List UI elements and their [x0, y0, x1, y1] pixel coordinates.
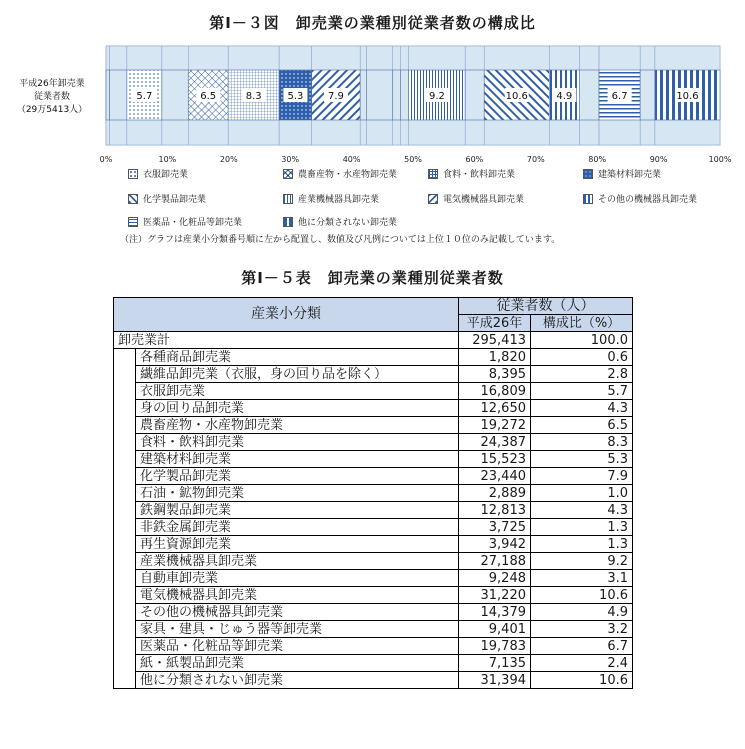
- row-ratio: 6.5: [531, 417, 633, 434]
- row-name: 医薬品・化粧品等卸売業: [136, 638, 459, 655]
- legend-item: [283, 192, 379, 205]
- row-ratio: 10.6: [531, 587, 633, 604]
- row-name: その他の機械器具卸売業: [136, 604, 459, 621]
- bar-segment: [393, 70, 401, 120]
- row-ratio: 10.6: [531, 672, 633, 689]
- legend-item: [583, 192, 697, 205]
- total-count: 295,413: [459, 332, 531, 349]
- data-label: 6.5: [200, 91, 217, 102]
- row-count: 9,401: [459, 621, 531, 638]
- row-count: 23,440: [459, 468, 531, 485]
- legend-label: 他に分類されない卸売業: [298, 218, 398, 228]
- row-name: 紙・紙製品卸売業: [136, 655, 459, 672]
- legend-label: 医薬品・化粧品等卸売業: [143, 218, 243, 228]
- tick-label: 30%: [281, 155, 300, 164]
- data-label: 10.6: [676, 91, 699, 102]
- employment-table: [113, 297, 633, 689]
- row-name: 繊維品卸売業（衣服，身の回り品を除く）: [136, 366, 459, 383]
- row-ratio: 4.9: [531, 604, 633, 621]
- indent-cell: [114, 485, 136, 502]
- table-row: [114, 383, 633, 400]
- indent-cell: [114, 383, 136, 400]
- bar-area: [106, 46, 720, 145]
- row-name: 建築材料卸売業: [136, 451, 459, 468]
- legend-label: 建築材料卸売業: [598, 170, 662, 180]
- row-name: 農畜産物・水産物卸売業: [136, 417, 459, 434]
- row-ratio: 2.4: [531, 655, 633, 672]
- bar-segment: [106, 70, 110, 120]
- table-row: [114, 638, 633, 655]
- legend-swatch: [283, 169, 293, 179]
- legend-swatch: [128, 169, 138, 179]
- row-count: 9,248: [459, 570, 531, 587]
- legend-swatch: [283, 217, 293, 227]
- indent-cell: [114, 519, 136, 536]
- legend-label: 食料・飲料卸売業: [443, 170, 516, 180]
- row-count: 7,135: [459, 655, 531, 672]
- table-row: [114, 366, 633, 383]
- row-name: 身の回り品卸売業: [136, 400, 459, 417]
- header-year: 平成26年: [459, 315, 531, 332]
- row-name: 産業機械器具卸売業: [136, 553, 459, 570]
- table-row: [114, 536, 633, 553]
- table-row: [114, 400, 633, 417]
- indent-cell: [114, 366, 136, 383]
- row-ratio: 0.6: [531, 349, 633, 366]
- legend-swatch: [583, 194, 593, 204]
- table-row: [114, 502, 633, 519]
- legend-swatch: [583, 169, 593, 179]
- indent-cell: [114, 553, 136, 570]
- bar-segment: [366, 70, 392, 120]
- legend-swatch: [283, 194, 293, 204]
- bar-segment: [110, 70, 127, 120]
- row-count: 12,813: [459, 502, 531, 519]
- tick-label: 50%: [404, 155, 422, 164]
- category-label-line: 従業者数: [33, 92, 71, 102]
- data-label: 9.2: [428, 91, 445, 102]
- legend-label: その他の機械器具卸売業: [598, 195, 698, 205]
- row-count: 16,809: [459, 383, 531, 400]
- row-name: 鉄鋼製品卸売業: [136, 502, 459, 519]
- row-count: 19,783: [459, 638, 531, 655]
- legend-item: [428, 167, 515, 180]
- row-count: 3,725: [459, 519, 531, 536]
- legend-item: [283, 215, 397, 228]
- data-label: 7.9: [327, 91, 344, 102]
- indent-cell: [114, 434, 136, 451]
- data-label: 6.7: [611, 91, 628, 102]
- chart-note: （注）グラフは産業小分類番号順に左から配置し、数値及び凡例については上位１０位のみ記載しています。: [120, 235, 561, 245]
- x-axis: [100, 155, 732, 164]
- row-count: 31,220: [459, 587, 531, 604]
- row-count: 14,379: [459, 604, 531, 621]
- row-ratio: 9.2: [531, 553, 633, 570]
- row-name: 食料・飲料卸売業: [136, 434, 459, 451]
- table-row: [114, 587, 633, 604]
- indent-cell: [114, 468, 136, 485]
- tick-label: 70%: [526, 155, 545, 164]
- tick-label: 60%: [465, 155, 484, 164]
- tick-label: 90%: [649, 155, 668, 164]
- row-count: 12,650: [459, 400, 531, 417]
- row-name: 衣服卸売業: [136, 383, 459, 400]
- row-name: 化学製品卸売業: [136, 468, 459, 485]
- data-label: 5.7: [136, 91, 153, 102]
- row-name: 家具・建具・じゅう器等卸売業: [136, 621, 459, 638]
- row-count: 3,942: [459, 536, 531, 553]
- row-name: 各種商品卸売業: [136, 349, 459, 366]
- data-label: 10.6: [505, 91, 528, 102]
- tick-label: 40%: [342, 155, 361, 164]
- table-row: [114, 417, 633, 434]
- header-ratio: 構成比（%）: [531, 315, 633, 332]
- row-ratio: 3.1: [531, 570, 633, 587]
- legend-swatch: [428, 194, 438, 204]
- row-ratio: 1.3: [531, 536, 633, 553]
- tick-label: 80%: [588, 155, 607, 164]
- row-name: 石油・鉱物卸売業: [136, 485, 459, 502]
- indent-cell: [114, 451, 136, 468]
- legend-label: 産業機械器具卸売業: [298, 195, 380, 205]
- bar-segment: [162, 70, 188, 120]
- indent-cell: [114, 570, 136, 587]
- legend-item: [128, 192, 206, 205]
- row-ratio: 1.0: [531, 485, 633, 502]
- table-row: [114, 451, 633, 468]
- indent-cell: [114, 349, 136, 366]
- legend-item: [428, 192, 524, 205]
- legend-swatch: [128, 194, 138, 204]
- indent-cell: [114, 638, 136, 655]
- tick-label: 10%: [158, 155, 177, 164]
- table-row-total: [114, 332, 633, 349]
- row-ratio: 7.9: [531, 468, 633, 485]
- stacked-bar-chart: [0, 0, 745, 165]
- table-row: [114, 485, 633, 502]
- table-row: [114, 672, 633, 689]
- indent-cell: [114, 417, 136, 434]
- row-ratio: 4.3: [531, 400, 633, 417]
- row-ratio: 1.3: [531, 519, 633, 536]
- bar-segment: [465, 70, 484, 120]
- data-label: 4.9: [556, 91, 573, 102]
- bar-segment: [640, 70, 655, 120]
- legend-item: [128, 167, 188, 180]
- row-count: 27,188: [459, 553, 531, 570]
- row-count: 15,523: [459, 451, 531, 468]
- legend-label: 電気機械器具卸売業: [443, 195, 525, 205]
- row-count: 8,395: [459, 366, 531, 383]
- indent-cell: [114, 400, 136, 417]
- indent-cell: [114, 502, 136, 519]
- indent-cell: [114, 621, 136, 638]
- tick-label: 100%: [708, 155, 732, 164]
- table-row: [114, 553, 633, 570]
- row-ratio: 8.3: [531, 434, 633, 451]
- row-name: 電気機械器具卸売業: [136, 587, 459, 604]
- legend-swatch: [428, 169, 438, 179]
- chart-title: 第Ⅰ－３図 卸売業の業種別従業者数の構成比: [209, 14, 536, 32]
- row-name: 再生資源卸売業: [136, 536, 459, 553]
- row-ratio: 4.3: [531, 502, 633, 519]
- table-row: [114, 604, 633, 621]
- legend-item: [283, 167, 397, 180]
- row-name: 自動車卸売業: [136, 570, 459, 587]
- row-count: 1,820: [459, 349, 531, 366]
- legend-label: 化学製品卸売業: [143, 195, 207, 205]
- indent-cell: [114, 604, 136, 621]
- row-name: 非鉄金属卸売業: [136, 519, 459, 536]
- legend-label: 農畜産物・水産物卸売業: [298, 170, 398, 180]
- indent-cell: [114, 587, 136, 604]
- indent-cell: [114, 655, 136, 672]
- table-row: [114, 434, 633, 451]
- category-label: [17, 77, 87, 115]
- bar-segment: [579, 70, 599, 120]
- table-row: [114, 570, 633, 587]
- row-ratio: 5.7: [531, 383, 633, 400]
- table-row: [114, 621, 633, 638]
- row-ratio: 6.7: [531, 638, 633, 655]
- row-ratio: 3.2: [531, 621, 633, 638]
- table-row: [114, 468, 633, 485]
- total-ratio: 100.0: [531, 332, 633, 349]
- row-ratio: 5.3: [531, 451, 633, 468]
- bar-segment: [360, 70, 366, 120]
- table-title: 第Ⅰ－５表 卸売業の業種別従業者数: [241, 269, 504, 287]
- tick-label: 0%: [99, 155, 113, 164]
- legend-item: [583, 167, 661, 180]
- indent-cell: [114, 672, 136, 689]
- table-row: [114, 655, 633, 672]
- header-category: 産業小分類: [114, 298, 459, 332]
- header-group: 従業者数（人）: [459, 298, 633, 315]
- row-count: 31,394: [459, 672, 531, 689]
- row-count: 19,272: [459, 417, 531, 434]
- total-name: 卸売業計: [114, 332, 459, 349]
- legend-swatch: [128, 217, 138, 227]
- legend-item: [128, 215, 242, 228]
- category-label-line: 平成26年卸売業: [19, 79, 85, 89]
- row-ratio: 2.8: [531, 366, 633, 383]
- table-row: [114, 519, 633, 536]
- category-label-line: （29万5413人）: [16, 105, 88, 115]
- row-count: 24,387: [459, 434, 531, 451]
- indent-cell: [114, 536, 136, 553]
- table-row: [114, 349, 633, 366]
- data-label: 5.3: [287, 91, 304, 102]
- data-label: 8.3: [245, 91, 262, 102]
- bar-segment: [401, 70, 409, 120]
- row-count: 2,889: [459, 485, 531, 502]
- legend-label: 衣服卸売業: [143, 170, 189, 180]
- tick-label: 20%: [219, 155, 238, 164]
- row-name: 他に分類されない卸売業: [136, 672, 459, 689]
